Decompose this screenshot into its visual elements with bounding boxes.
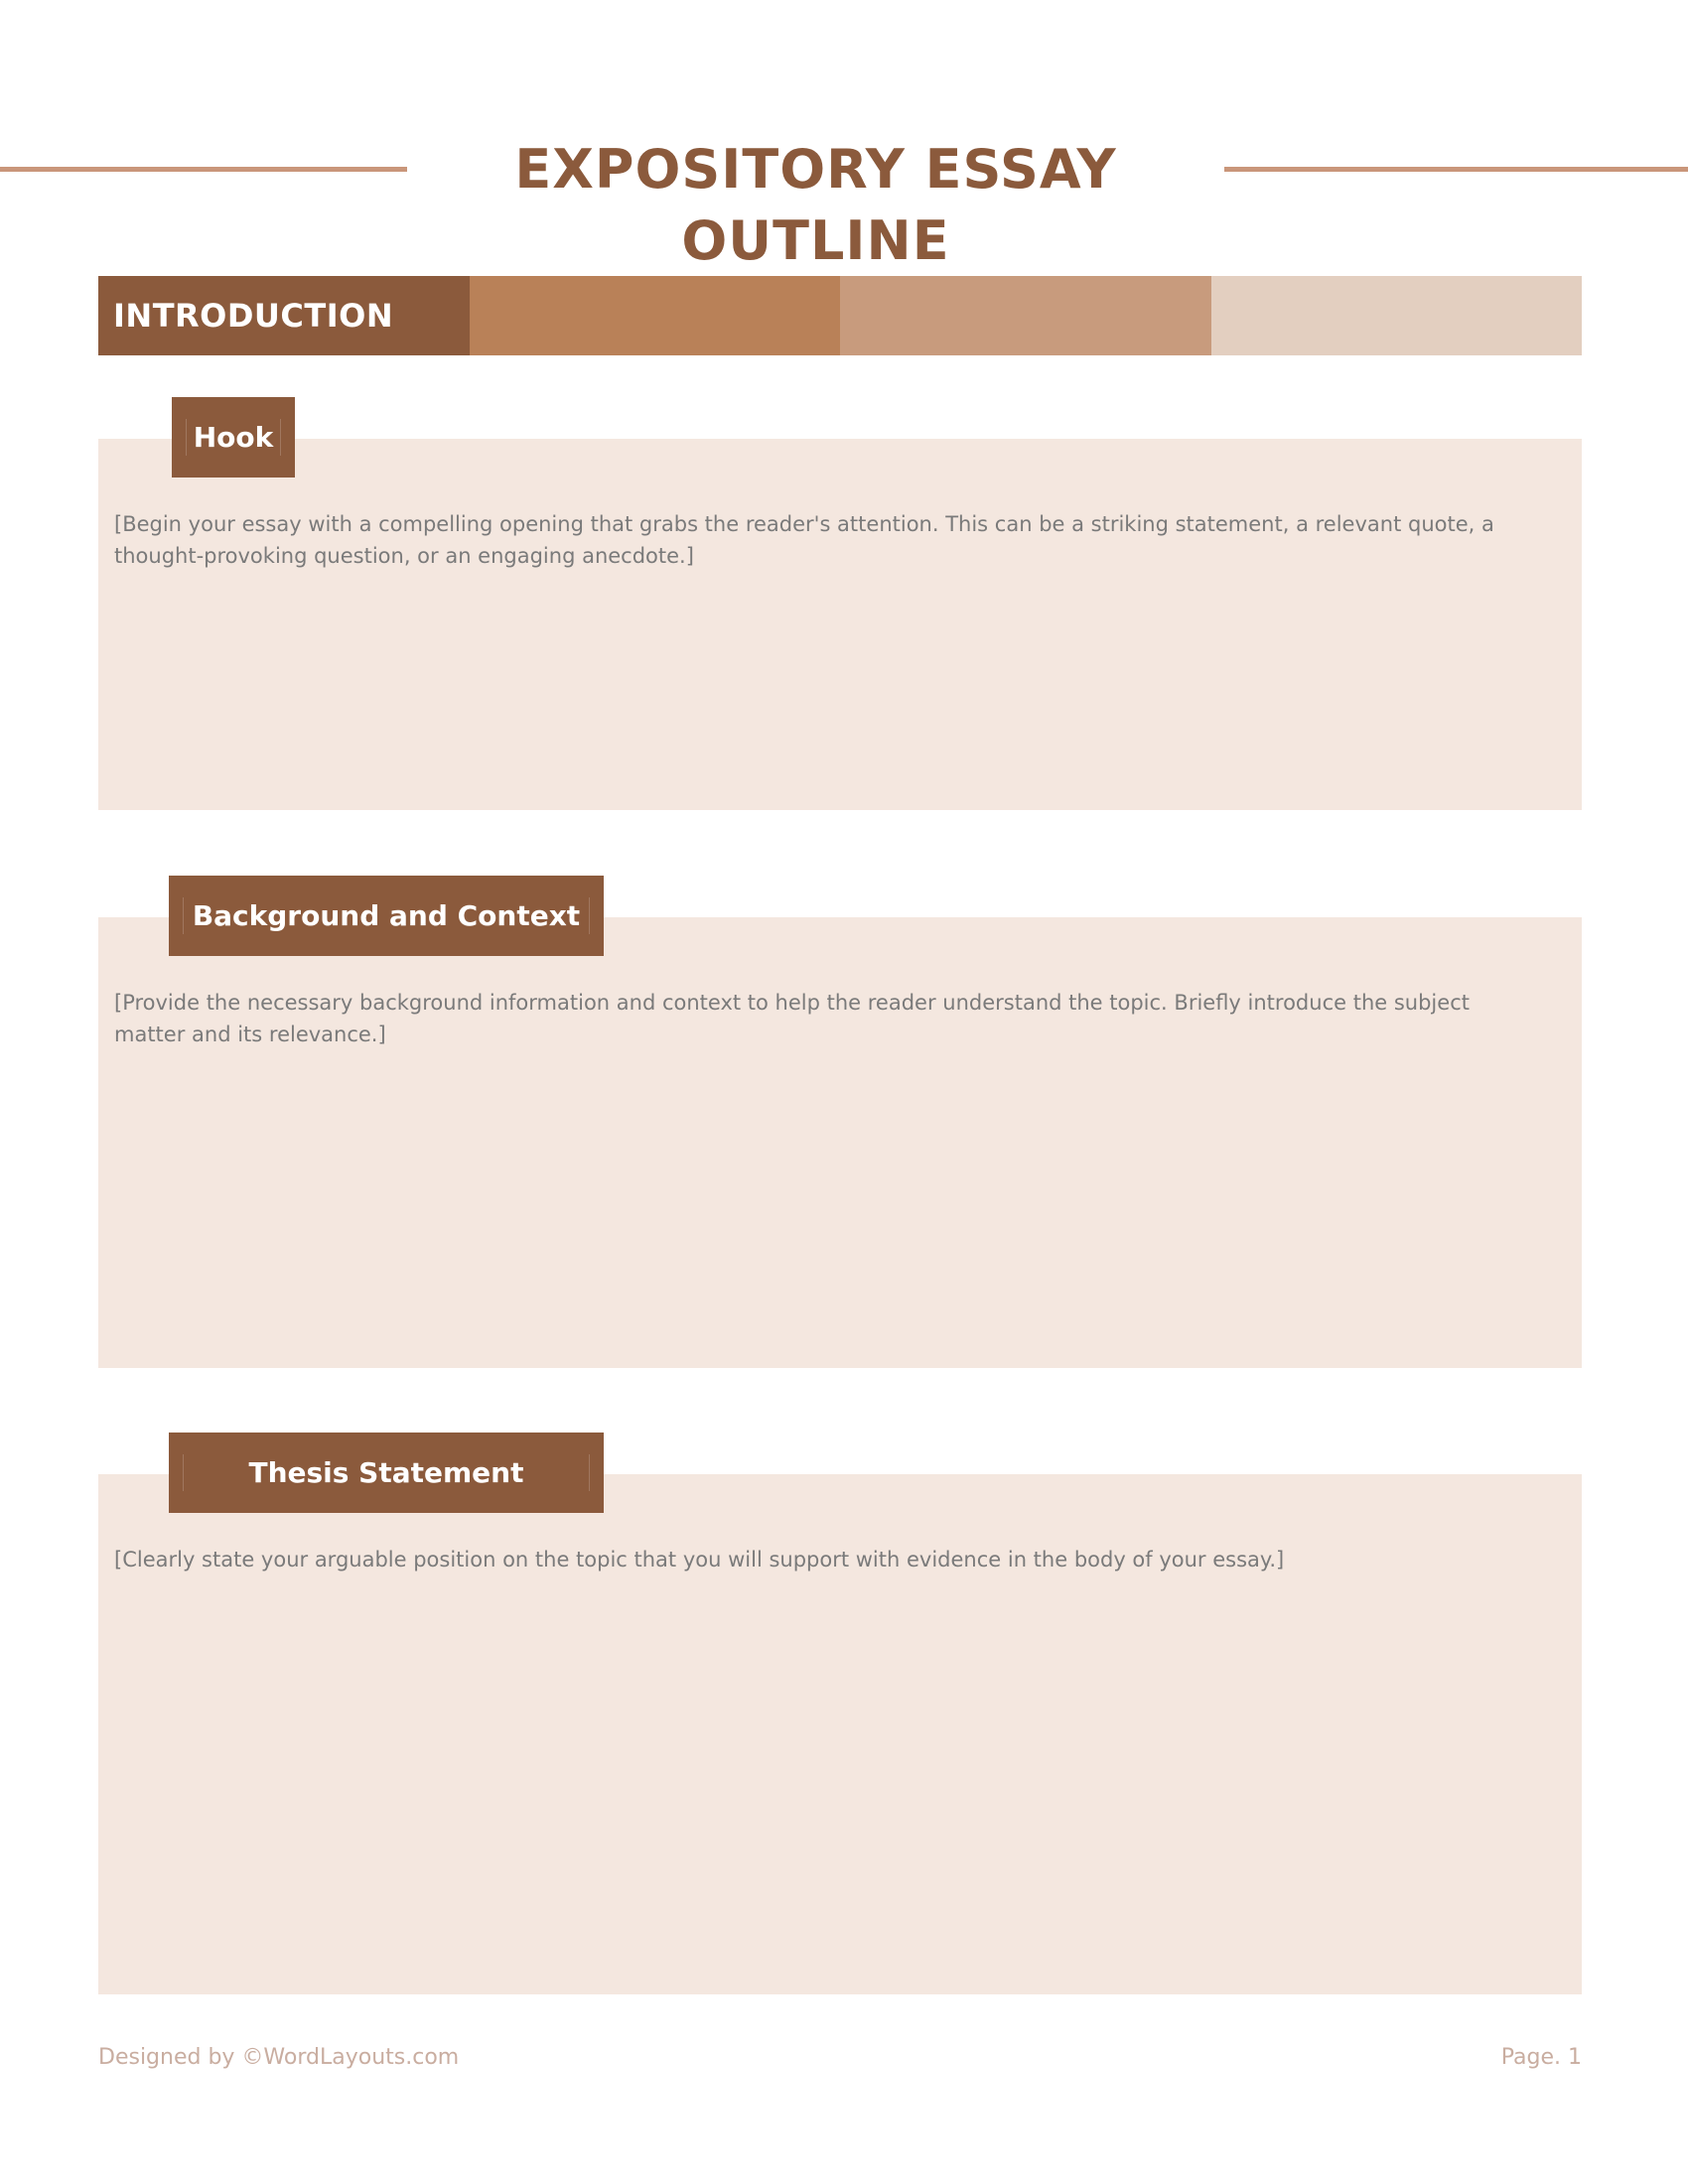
background-heading: [169, 876, 604, 956]
title-rule-left: [0, 167, 407, 172]
hook-text[interactable]: [Begin your essay with a compelling opening that grabs the reader's attention. This can be a striking statement, a relevant quote, a thought-provoking question, or an engaging anecdote.]: [114, 512, 1494, 568]
band-segment-2: [470, 276, 841, 355]
section-title: INTRODUCTION: [113, 297, 394, 335]
background-text[interactable]: [Provide the necessary background information and context to help the reader understand the topic. Briefly introduce the subject matter and its relevance.]: [114, 991, 1470, 1046]
band-segment-3: [840, 276, 1211, 355]
page-number: Page. 1: [1500, 2045, 1582, 2070]
thesis-heading: [169, 1433, 604, 1513]
thesis-text[interactable]: [Clearly state your arguable position on the topic that you will support with evidence in the body of your essay.]: [114, 1548, 1285, 1571]
background-heading-label: Background and Context: [192, 899, 581, 932]
hook-panel: [98, 439, 1582, 810]
page-title: EXPOSITORY ESSAY OUTLINE: [514, 138, 1117, 272]
hook-heading-label: Hook: [193, 421, 274, 454]
hook-heading: [172, 397, 295, 478]
thesis-panel: [98, 1474, 1582, 1994]
band-segment-4: [1211, 276, 1583, 355]
footer-credit: Designed by ©WordLayouts.com: [98, 2045, 460, 2070]
thesis-heading-label: Thesis Statement: [248, 1456, 524, 1489]
title-rule-right: [1224, 167, 1688, 172]
background-panel: [98, 917, 1582, 1368]
